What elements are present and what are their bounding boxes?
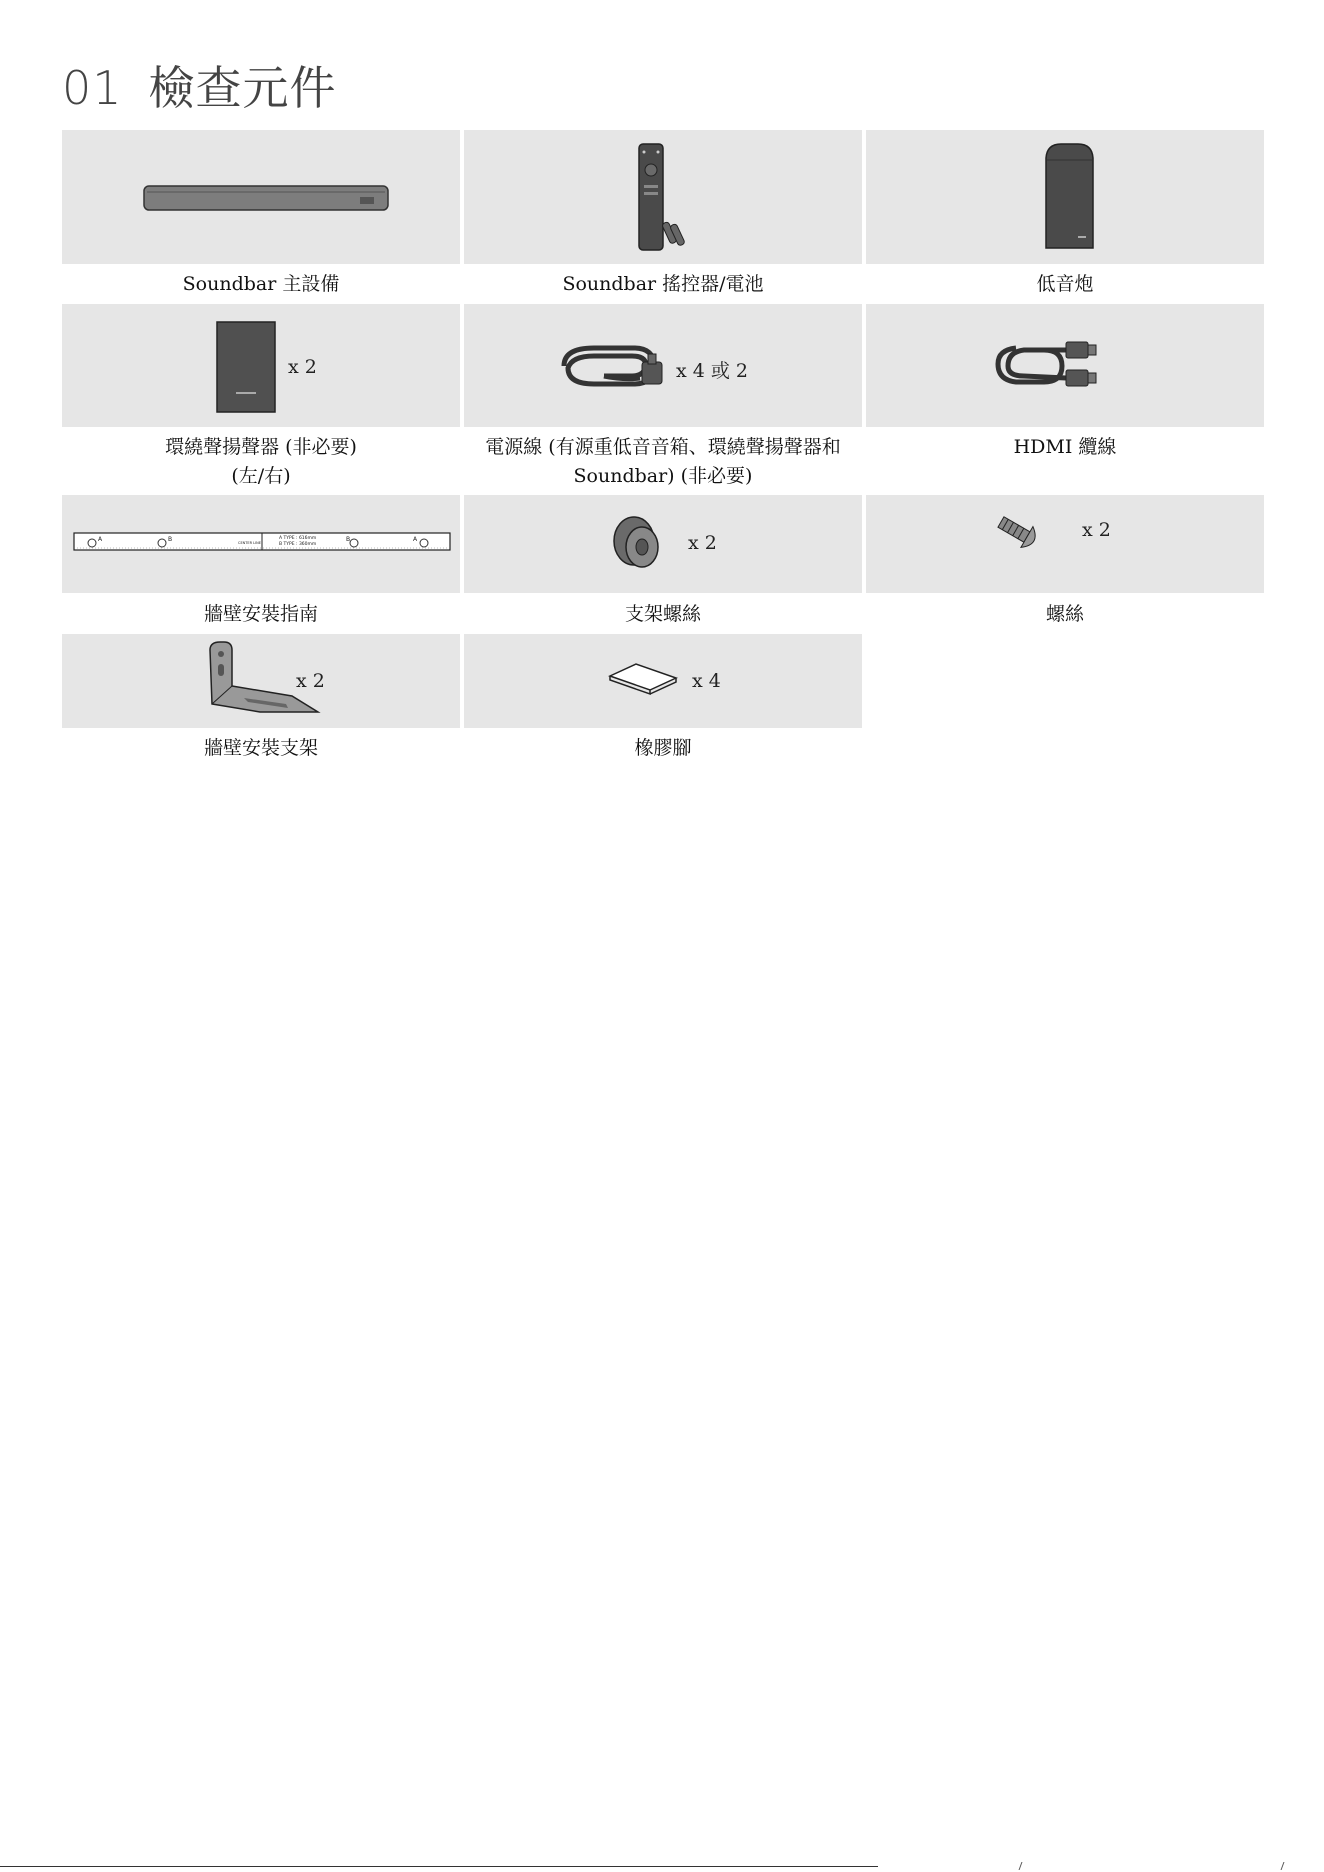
item-caption: 牆壁安裝支架 bbox=[203, 737, 318, 759]
item-caption: 橡膠腳 bbox=[634, 737, 692, 759]
wall-bracket-icon bbox=[62, 634, 460, 728]
item-caption: 低音炮 bbox=[1036, 273, 1094, 295]
power-cord-image-panel bbox=[464, 304, 862, 427]
item-caption-line: Soundbar) (非必要) bbox=[573, 465, 753, 487]
rubber-foot-icon bbox=[464, 634, 862, 728]
item-caption: HDMI 纜線 bbox=[1013, 436, 1117, 458]
quantity-label: x 2 bbox=[288, 356, 317, 378]
power-cord-icon bbox=[464, 304, 862, 427]
quantity-label: x 2 bbox=[296, 670, 325, 692]
subwoofer-image-panel bbox=[866, 130, 1264, 264]
screw-image-panel bbox=[866, 495, 1264, 593]
guide-label-a: A bbox=[98, 536, 103, 543]
item-caption: 支架螺絲 bbox=[624, 603, 701, 625]
item-caption-line: 環繞聲揚聲器 (非必要) bbox=[165, 436, 357, 458]
wall-mount-guide-image-panel bbox=[62, 495, 460, 593]
wall-mount-guide-icon bbox=[62, 495, 460, 593]
item-caption: 螺絲 bbox=[1045, 603, 1084, 625]
guide-label-b: B bbox=[346, 536, 351, 543]
item-caption: 牆壁安裝指南 bbox=[203, 603, 318, 625]
soundbar-image-panel bbox=[62, 130, 460, 264]
guide-center-line: CENTER LINE bbox=[238, 541, 261, 545]
guide-label-b: B bbox=[168, 536, 173, 543]
remote-control-icon bbox=[464, 130, 862, 264]
page-heading bbox=[62, 52, 337, 118]
soundbar-icon bbox=[62, 130, 460, 264]
section-number: 01 bbox=[62, 61, 123, 115]
crop-mark bbox=[1019, 1862, 1029, 1870]
subwoofer-icon bbox=[866, 130, 1264, 264]
hdmi-cable-image-panel bbox=[866, 304, 1264, 427]
item-caption-line: 電源線 (有源重低音音箱、環繞聲揚聲器和 bbox=[485, 436, 841, 458]
item-caption bbox=[62, 433, 460, 491]
screw-icon bbox=[866, 495, 1264, 593]
quantity-label: x 2 bbox=[1082, 519, 1111, 541]
rubber-foot-image-panel bbox=[464, 634, 862, 728]
crop-mark bbox=[1281, 1862, 1291, 1870]
surround-speaker-image-panel bbox=[62, 304, 460, 427]
guide-b-type: B TYPE : 360mm bbox=[279, 542, 317, 547]
item-caption-line: (左/右) bbox=[231, 465, 291, 487]
quantity-label: x 4 bbox=[692, 670, 721, 692]
item-caption bbox=[464, 433, 862, 491]
quantity-label: x 2 bbox=[688, 532, 717, 554]
wall-bracket-image-panel bbox=[62, 634, 460, 728]
bracket-screw-image-panel bbox=[464, 495, 862, 593]
section-title: 檢查元件 bbox=[148, 61, 337, 115]
item-caption: Soundbar 主設備 bbox=[182, 273, 340, 295]
bracket-screw-icon bbox=[464, 495, 862, 593]
guide-a-type: A TYPE : 616mm bbox=[279, 536, 317, 541]
quantity-label: x 4 或 2 bbox=[676, 360, 749, 382]
hdmi-cable-icon bbox=[866, 304, 1264, 427]
item-caption: Soundbar 搖控器/電池 bbox=[562, 273, 764, 295]
guide-label-a: A bbox=[413, 536, 418, 543]
footer-rule bbox=[0, 1866, 878, 1867]
surround-speaker-icon bbox=[62, 304, 460, 427]
remote-image-panel bbox=[464, 130, 862, 264]
